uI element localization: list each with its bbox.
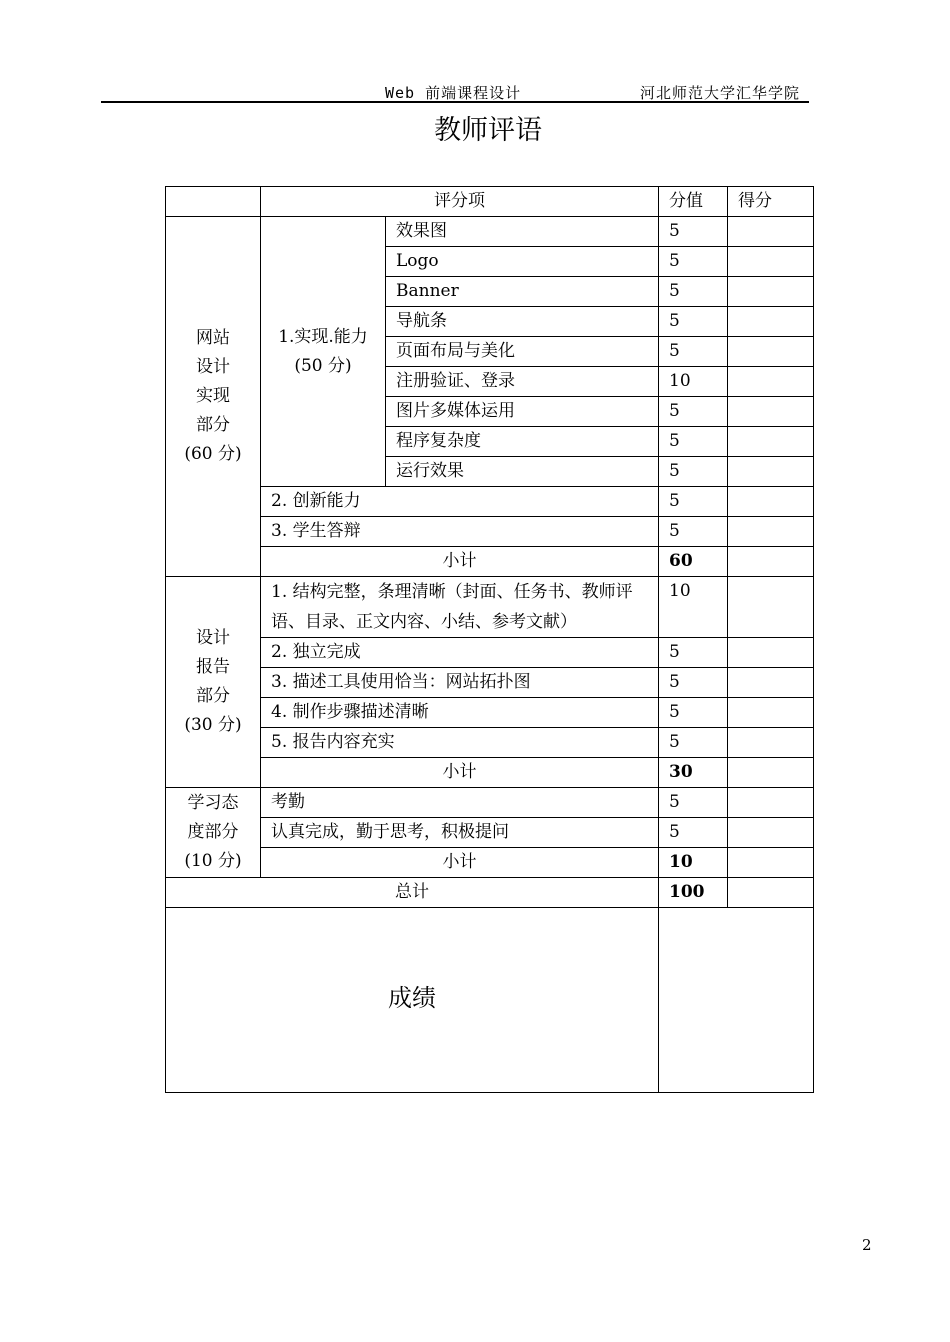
score-cell[interactable]: [728, 638, 814, 668]
item-value: 5: [659, 337, 728, 367]
item-value: 5: [659, 427, 728, 457]
item-label: 4. 制作步骤描述清晰: [261, 698, 659, 728]
score-cell[interactable]: [728, 698, 814, 728]
score-cell[interactable]: [728, 818, 814, 848]
item-value: 5: [659, 397, 728, 427]
item-value: 5: [659, 517, 728, 547]
table-row: [166, 668, 814, 698]
header-score-cell: 得分: [728, 187, 814, 217]
item-label: 图片多媒体运用: [386, 397, 659, 427]
header-school-name: 河北师范大学汇华学院: [640, 84, 801, 102]
score-cell[interactable]: [728, 728, 814, 758]
item-value: 5: [659, 818, 728, 848]
total-row: [166, 878, 814, 908]
subtotal-value: 30: [659, 758, 728, 788]
subtotal-row: [166, 758, 814, 788]
table-row: [166, 698, 814, 728]
section1-label: 网站 设计 实现 部分 (60 分): [166, 217, 261, 577]
item-value: 5: [659, 638, 728, 668]
total-label: 总计: [166, 878, 659, 908]
item-label: 注册验证、登录: [386, 367, 659, 397]
final-grade-value-cell[interactable]: [659, 908, 814, 1093]
item-label: Banner: [386, 277, 659, 307]
grading-table: [165, 186, 814, 1093]
score-cell[interactable]: [728, 668, 814, 698]
section3-label: 学习态 度部分 (10 分): [166, 788, 261, 878]
item-label: 导航条: [386, 307, 659, 337]
item-value: 5: [659, 307, 728, 337]
score-cell[interactable]: [728, 307, 814, 337]
item-label: 效果图: [386, 217, 659, 247]
score-cell[interactable]: [728, 217, 814, 247]
item-value: 5: [659, 668, 728, 698]
subtotal-value: 10: [659, 848, 728, 878]
item-label: 页面布局与美化: [386, 337, 659, 367]
item-value: 5: [659, 277, 728, 307]
header-course-title: Web 前端课程设计: [385, 84, 522, 102]
score-cell[interactable]: [728, 878, 814, 908]
subtotal-row: [166, 848, 814, 878]
score-cell[interactable]: [728, 517, 814, 547]
final-grade-row: [166, 908, 814, 1093]
score-cell[interactable]: [728, 427, 814, 457]
score-cell[interactable]: [728, 397, 814, 427]
score-cell[interactable]: [728, 457, 814, 487]
item-label: 5. 报告内容充实: [261, 728, 659, 758]
score-cell[interactable]: [728, 367, 814, 397]
score-cell[interactable]: [728, 758, 814, 788]
item-value: 5: [659, 487, 728, 517]
score-cell[interactable]: [728, 337, 814, 367]
item-label: 程序复杂度: [386, 427, 659, 457]
table-row: [166, 577, 814, 638]
item-value: 5: [659, 788, 728, 818]
header-value-cell: 分值: [659, 187, 728, 217]
item-label: 考勤: [261, 788, 659, 818]
item-value: 5: [659, 728, 728, 758]
section1-sub1-label: 1.实现.能力 (50 分): [261, 217, 386, 487]
header-rule: [101, 101, 809, 103]
table-row: [166, 818, 814, 848]
score-cell[interactable]: [728, 487, 814, 517]
item-value: 5: [659, 247, 728, 277]
item-label: 1. 结构完整，条理清晰（封面、任务书、教师评语、目录、正文内容、小结、参考文献）: [261, 577, 659, 638]
score-cell[interactable]: [728, 247, 814, 277]
table-header-row: [166, 187, 814, 217]
page-title: 教师评语: [434, 115, 542, 146]
item-value: 5: [659, 217, 728, 247]
subtotal-value: 60: [659, 547, 728, 577]
item-label: 认真完成，勤于思考，积极提问: [261, 818, 659, 848]
score-cell[interactable]: [728, 577, 814, 638]
item-label: 3. 学生答辩: [261, 517, 659, 547]
item-label: 2. 创新能力: [261, 487, 659, 517]
item-label: 3. 描述工具使用恰当：网站拓扑图: [261, 668, 659, 698]
score-cell[interactable]: [728, 547, 814, 577]
item-value: 10: [659, 367, 728, 397]
table-row: [166, 638, 814, 668]
table-row: [166, 217, 814, 247]
item-value: 5: [659, 457, 728, 487]
item-label: Logo: [386, 247, 659, 277]
subtotal-label: 小计: [261, 848, 659, 878]
header-corner-cell: [166, 187, 261, 217]
score-cell[interactable]: [728, 848, 814, 878]
page-number: 2: [862, 1236, 872, 1254]
subtotal-label: 小计: [261, 758, 659, 788]
item-value: 10: [659, 577, 728, 638]
item-value: 5: [659, 698, 728, 728]
item-label: 运行效果: [386, 457, 659, 487]
total-value: 100: [659, 878, 728, 908]
final-grade-label: 成绩: [388, 984, 436, 1012]
subtotal-row: [166, 547, 814, 577]
final-grade-label-cell: [166, 908, 659, 1093]
item-label: 2. 独立完成: [261, 638, 659, 668]
table-row: [166, 788, 814, 818]
table-row: [166, 517, 814, 547]
header-item-cell: 评分项: [261, 187, 659, 217]
table-row: [166, 487, 814, 517]
score-cell[interactable]: [728, 277, 814, 307]
score-cell[interactable]: [728, 788, 814, 818]
subtotal-label: 小计: [261, 547, 659, 577]
table-row: [166, 728, 814, 758]
section2-label: 设计 报告 部分 (30 分): [166, 577, 261, 788]
